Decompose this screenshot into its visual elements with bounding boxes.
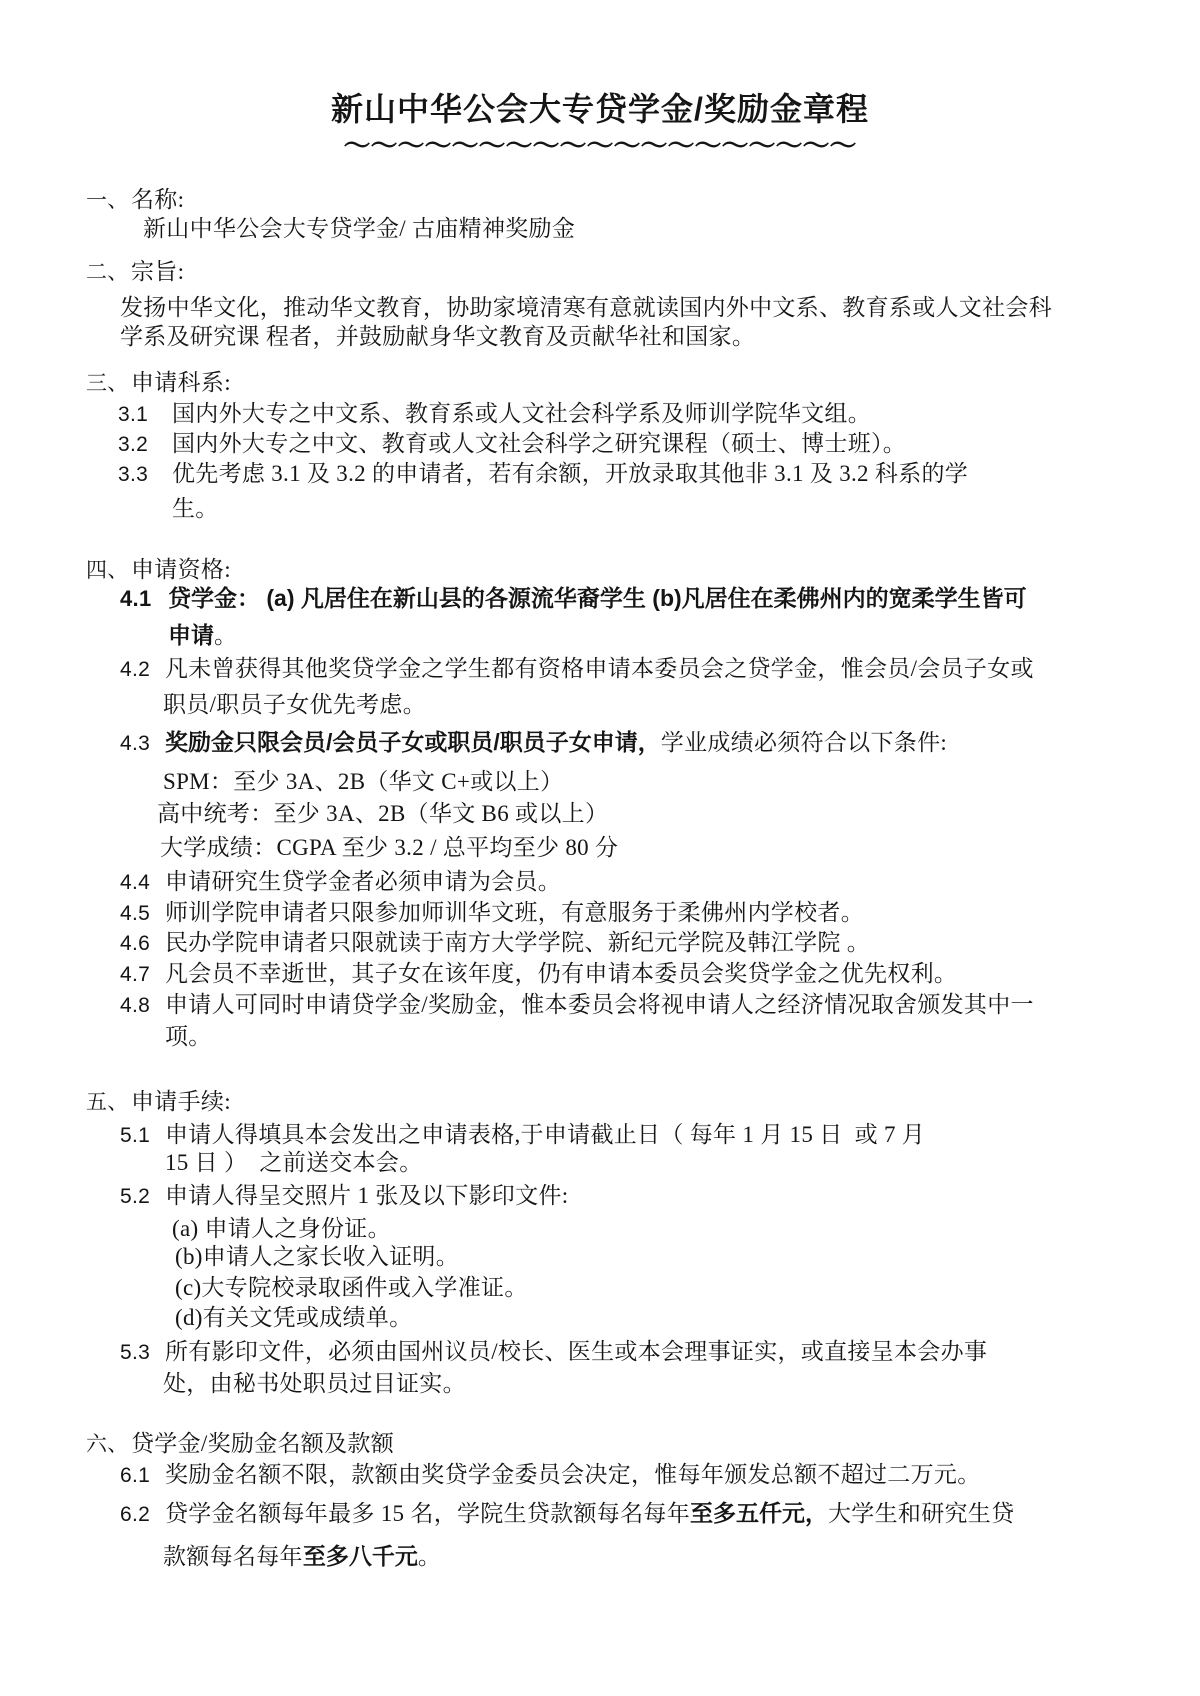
text-run: 项。 bbox=[165, 1024, 212, 1049]
text-run: (d)有关文凭或成绩单。 bbox=[175, 1305, 413, 1330]
document-line bbox=[120, 929, 870, 957]
document-line bbox=[120, 1461, 981, 1489]
text-run: 申请手续: bbox=[131, 1089, 231, 1114]
document-line bbox=[86, 1430, 394, 1458]
text-run: 学系及研究课 程者，并鼓励献身华文教育及贡献华社和国家。 bbox=[120, 324, 756, 349]
text-run: 凡未曾获得其他奖贷学金之学生都有资格申请本委员会之贷学金，惟会员/会员子女或 bbox=[165, 656, 1034, 681]
item-number: 六、 bbox=[86, 1433, 129, 1456]
document-line bbox=[120, 1121, 925, 1149]
document-line bbox=[120, 585, 1027, 612]
document-line bbox=[163, 1370, 466, 1397]
text-run: 发扬中华文化，推动华文教育，协助家境清寒有意就读国内外中文系、教育系或人文社会科 bbox=[120, 295, 1052, 320]
text-run: 处，由秘书处职员过目证实。 bbox=[163, 1371, 466, 1396]
document-line bbox=[120, 868, 561, 896]
item-number: 6.1 bbox=[120, 1464, 151, 1487]
text-run: 凡会员不幸逝世，其子女在该年度，仍有申请本委员会奖贷学金之优先权利。 bbox=[165, 961, 958, 986]
text-run: 申请资格: bbox=[131, 557, 231, 582]
text-run: 至多五仟元， bbox=[690, 1500, 828, 1526]
item-number: 四、 bbox=[86, 559, 129, 582]
text-run: 申请人可同时申请贷学金/奖励金，惟本委员会将视申请人之经济情况取舍颁发其中一 bbox=[165, 992, 1034, 1017]
text-run: 所有影印文件，必须由国州议员/校长、医生或本会理事证实，或直接呈本会办事 bbox=[165, 1339, 988, 1364]
item-number: 4.6 bbox=[120, 932, 151, 955]
item-number: 4.7 bbox=[120, 963, 151, 986]
text-run: 宗旨: bbox=[131, 259, 185, 284]
text-run: 职员/职员子女优先考虑。 bbox=[163, 692, 426, 717]
text-run: 。 bbox=[214, 623, 238, 648]
document-line bbox=[120, 1500, 1014, 1528]
text-run: 国内外大专之中文系、教育系或人文社会科学系及师训学院华文组。 bbox=[172, 401, 871, 426]
document-line bbox=[168, 622, 237, 649]
document-line bbox=[118, 400, 871, 428]
text-run: 。 bbox=[417, 1544, 442, 1569]
item-number: 三、 bbox=[86, 372, 129, 395]
text-run: (b)申请人之家长收入证明。 bbox=[175, 1244, 460, 1269]
text-run: 师训学院申请者只限参加师训华文班，有意服务于柔佛州内学校者。 bbox=[165, 900, 864, 925]
document-line bbox=[163, 691, 426, 718]
document-line bbox=[143, 215, 575, 242]
document-line bbox=[86, 556, 231, 584]
document-line bbox=[118, 460, 968, 488]
document-line bbox=[175, 1304, 412, 1331]
document-line bbox=[120, 1182, 568, 1210]
text-run: 申请 bbox=[168, 622, 214, 648]
item-number: 二、 bbox=[86, 261, 129, 284]
document-line bbox=[86, 1088, 231, 1116]
text-run: 国内外大专之中文、教育或人文社会科学之研究课程（硕士、博士班）。 bbox=[172, 431, 907, 456]
document-line bbox=[86, 369, 231, 397]
text-run: 生。 bbox=[172, 496, 219, 521]
item-number: 4.1 bbox=[120, 586, 152, 611]
item-number: 4.2 bbox=[120, 658, 151, 681]
text-run: 学业成绩必须符合以下条件: bbox=[660, 730, 948, 755]
text-run: 申请研究生贷学金者必须申请为会员。 bbox=[165, 869, 562, 894]
text-run: 贷学金： (a) 凡居住在新山县的各源流华裔学生 (b)凡居住在柔佛州内的宽柔学生皆可 bbox=[168, 585, 1027, 611]
document-line bbox=[165, 1149, 423, 1176]
text-run: 新山中华公会大专贷学金/ 古庙精神奖励金 bbox=[143, 216, 576, 241]
document-line bbox=[163, 1543, 441, 1570]
text-run: 15 日 ） 之前送交本会。 bbox=[165, 1150, 423, 1175]
document-line bbox=[120, 729, 947, 757]
document-line bbox=[175, 1274, 528, 1301]
document-title: 新山中华公会大专贷学金/奖励金章程 bbox=[331, 91, 869, 127]
document-line bbox=[86, 186, 184, 214]
text-run: (c)大专院校录取函件或入学准证。 bbox=[175, 1275, 528, 1300]
text-run: 民办学院申请者只限就读于南方大学学院、新纪元学院及韩江学院 。 bbox=[165, 930, 871, 955]
text-run: 至多八千元 bbox=[302, 1543, 418, 1569]
document-line bbox=[120, 323, 755, 350]
text-run: 奖励金名额不限，款额由奖贷学金委员会决定，惟每年颁发总额不超过二万元。 bbox=[165, 1462, 981, 1487]
title-divider: ～～～～～～～～～～～～～～～～～～～ bbox=[343, 131, 857, 161]
item-number: 6.2 bbox=[120, 1503, 151, 1526]
document-line bbox=[172, 1215, 391, 1242]
text-run: SPM：至少 3A、2B（华文 C+或以上） bbox=[163, 769, 564, 794]
item-number: 4.4 bbox=[120, 871, 151, 894]
document-line bbox=[175, 1243, 459, 1270]
document-line bbox=[86, 258, 184, 286]
item-number: 五、 bbox=[86, 1091, 129, 1114]
text-run: 高中统考：至少 3A、2B（华文 B6 或以上） bbox=[157, 801, 609, 826]
document-line bbox=[120, 655, 1034, 683]
document-line bbox=[163, 768, 563, 795]
document-line bbox=[172, 495, 219, 522]
item-number: 3.2 bbox=[118, 433, 149, 456]
document-line bbox=[120, 991, 1034, 1019]
item-number: 4.5 bbox=[120, 902, 151, 925]
text-run: 贷学金名额每年最多 15 名，学院生贷款额每名每年 bbox=[165, 1501, 690, 1526]
item-number: 5.3 bbox=[120, 1341, 151, 1364]
item-number: 5.2 bbox=[120, 1185, 151, 1208]
document-line bbox=[118, 430, 906, 458]
document-line bbox=[157, 800, 608, 827]
text-run: 申请人得呈交照片 1 张及以下影印文件: bbox=[165, 1183, 569, 1208]
item-number: 4.3 bbox=[120, 732, 151, 755]
text-run: 优先考虑 3.1 及 3.2 的申请者，若有余额，开放录取其他非 3.1 及 3.2 科系的学 bbox=[172, 461, 969, 486]
text-run: 申请人得填具本会发出之申请表格,于申请截止日（ 每年 1 月 15 日 或 7 月 bbox=[165, 1122, 926, 1147]
item-number: 5.1 bbox=[120, 1124, 151, 1147]
item-number: 一、 bbox=[86, 189, 129, 212]
text-run: 大学生和研究生贷 bbox=[828, 1501, 1015, 1526]
document-line bbox=[120, 1338, 987, 1366]
item-number: 4.8 bbox=[120, 994, 151, 1017]
text-run: (a) 申请人之身份证。 bbox=[172, 1216, 391, 1241]
text-run: 款额每名每年 bbox=[163, 1544, 303, 1569]
text-run: 奖励金只限会员/会员子女或职员/职员子女申请， bbox=[165, 729, 661, 755]
item-number: 3.3 bbox=[118, 463, 149, 486]
text-run: 申请科系: bbox=[131, 370, 231, 395]
text-run: 名称: bbox=[131, 187, 185, 212]
document-line bbox=[160, 834, 618, 861]
document-line bbox=[165, 1023, 212, 1050]
text-run: 大学成绩：CGPA 至少 3.2 / 总平均至少 80 分 bbox=[160, 835, 619, 860]
document-line bbox=[120, 899, 864, 927]
text-run: 贷学金/奖励金名额及款额 bbox=[131, 1431, 394, 1456]
item-number: 3.1 bbox=[118, 403, 149, 426]
document-line bbox=[120, 294, 1052, 321]
document-line bbox=[120, 960, 957, 988]
